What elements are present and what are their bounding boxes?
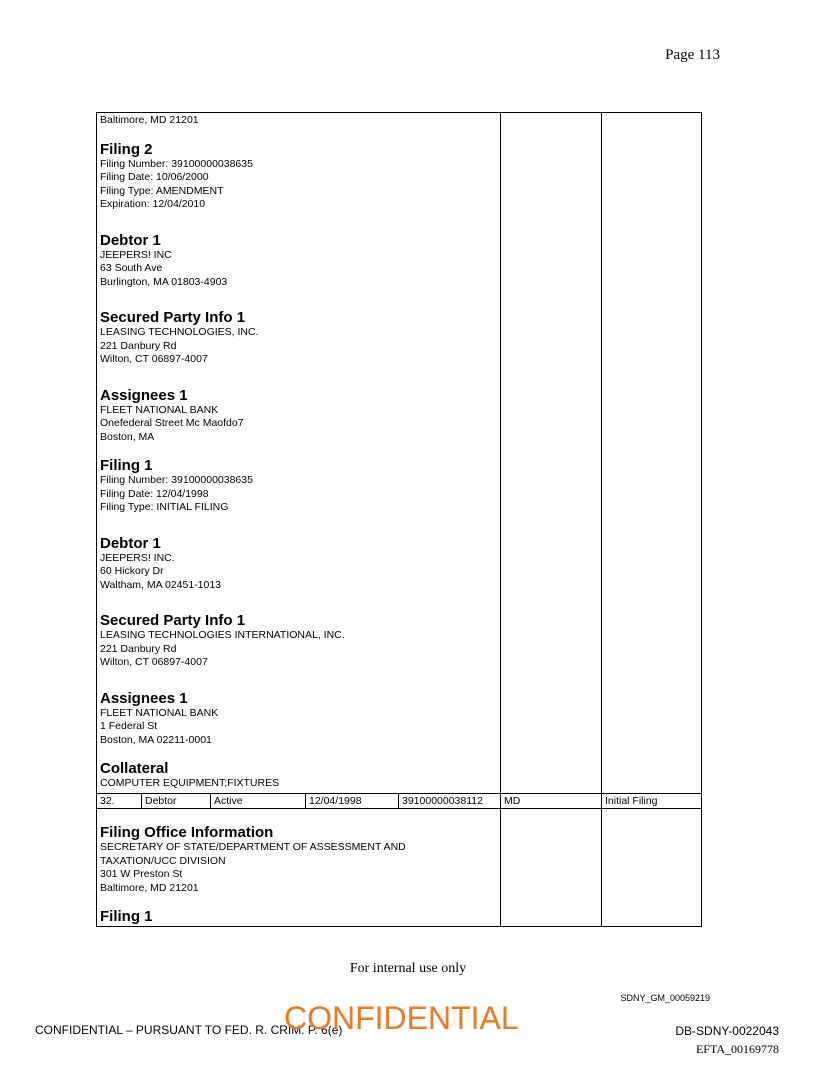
efta-number: EFTA_00169778 bbox=[695, 1042, 779, 1056]
debtor-name: JEEPERS! INC bbox=[100, 248, 172, 261]
row-date: 12/04/1998 bbox=[305, 794, 398, 808]
assignee-city: Boston, MA 02211-0001 bbox=[100, 733, 212, 746]
debtor-city: Burlington, MA 01803-4903 bbox=[100, 275, 228, 288]
bates-number: SDNY_GM_00059219 bbox=[620, 993, 710, 1003]
column-divider bbox=[500, 809, 501, 926]
row-filing-type: Initial Filing bbox=[601, 794, 701, 808]
secured-party-city: Wilton, CT 06897-4007 bbox=[100, 353, 208, 365]
assignee-city: Boston, MA bbox=[100, 430, 155, 443]
filing-date: Filing Date: 12/04/1998 bbox=[100, 487, 209, 500]
secured-party-street: 221 Danbury Rd bbox=[100, 642, 177, 655]
internal-use-note: For internal use only bbox=[349, 961, 467, 976]
upper-cell bbox=[97, 114, 500, 791]
filing-number: Filing Number: 39100000038635 bbox=[100, 474, 253, 486]
secured-party-name: LEASING TECHNOLOGIES, INC. bbox=[100, 326, 259, 338]
filing-office-heading: Filing Office Information bbox=[100, 824, 274, 841]
page-number: Page 113 bbox=[665, 47, 720, 63]
address-tail: Baltimore, MD 21201 bbox=[100, 114, 199, 126]
secured-party-street: 221 Danbury Rd bbox=[100, 339, 177, 352]
table-row bbox=[97, 793, 701, 809]
assignees-heading: Assignees 1 bbox=[100, 689, 188, 707]
secured-party-city: Wilton, CT 06897-4007 bbox=[100, 656, 208, 668]
debtor-city: Waltham, MA 02451-1013 bbox=[100, 578, 222, 591]
row-state: MD bbox=[500, 794, 601, 808]
debtor-heading: Debtor 1 bbox=[100, 534, 161, 552]
assignees-heading: Assignees 1 bbox=[100, 386, 188, 404]
bates-number: DB-SDNY-0022043 bbox=[675, 1024, 779, 1038]
assignee-name: FLEET NATIONAL BANK bbox=[100, 403, 219, 416]
filing-office-line: TAXATION/UCC DIVISION bbox=[100, 854, 226, 867]
filing-type: Filing Type: AMENDMENT bbox=[100, 184, 224, 197]
debtor-heading: Debtor 1 bbox=[100, 231, 161, 249]
filing-expiration: Expiration: 12/04/2010 bbox=[100, 198, 206, 210]
column-divider bbox=[601, 113, 602, 793]
collateral-heading: Collateral bbox=[100, 760, 169, 777]
assignee-street: Onefederal Street Mc Maofdo7 bbox=[100, 417, 244, 429]
column-divider bbox=[500, 113, 501, 793]
filing-date: Filing Date: 10/06/2000 bbox=[100, 171, 209, 183]
row-index: 32. bbox=[100, 795, 115, 807]
filing-office-city: Baltimore, MD 21201 bbox=[100, 881, 199, 894]
assignee-street: 1 Federal St bbox=[100, 720, 158, 732]
row-status: Active bbox=[210, 794, 305, 808]
secured-party-name: LEASING TECHNOLOGIES INTERNATIONAL, INC. bbox=[100, 629, 345, 641]
filing-type: Filing Type: INITIAL FILING bbox=[100, 501, 229, 513]
confidential-stamp: CONFIDENTIAL bbox=[284, 1000, 519, 1036]
filing-1-heading: Filing 1 bbox=[100, 457, 153, 474]
filing-office-line: SECRETARY OF STATE/DEPARTMENT OF ASSESSMENT AND bbox=[100, 841, 406, 853]
lower-cell bbox=[97, 824, 500, 925]
debtor-street: 63 South Ave bbox=[100, 262, 163, 274]
row-filing-number: 39100000038112 bbox=[398, 794, 500, 808]
column-divider bbox=[601, 809, 602, 926]
row-role: Debtor bbox=[141, 794, 210, 808]
confidentiality-notice: CONFIDENTIAL – PURSUANT TO FED. R. CRIM. P. 6(e) bbox=[35, 1023, 343, 1037]
assignee-name: FLEET NATIONAL BANK bbox=[100, 706, 219, 719]
secured-party-heading: Secured Party Info 1 bbox=[100, 309, 246, 326]
collateral-text: COMPUTER EQUIPMENT;FIXTURES bbox=[100, 777, 280, 789]
record-table bbox=[96, 112, 702, 927]
debtor-street: 60 Hickory Dr bbox=[100, 565, 164, 577]
filing-number: Filing Number: 39100000038635 bbox=[100, 157, 253, 170]
filing-office-street: 301 W Preston St bbox=[100, 868, 183, 880]
secured-party-heading: Secured Party Info 1 bbox=[100, 612, 246, 629]
filing-2-heading: Filing 2 bbox=[100, 140, 153, 158]
debtor-name: JEEPERS! INC. bbox=[100, 551, 175, 564]
filing-1-heading: Filing 1 bbox=[100, 908, 153, 925]
